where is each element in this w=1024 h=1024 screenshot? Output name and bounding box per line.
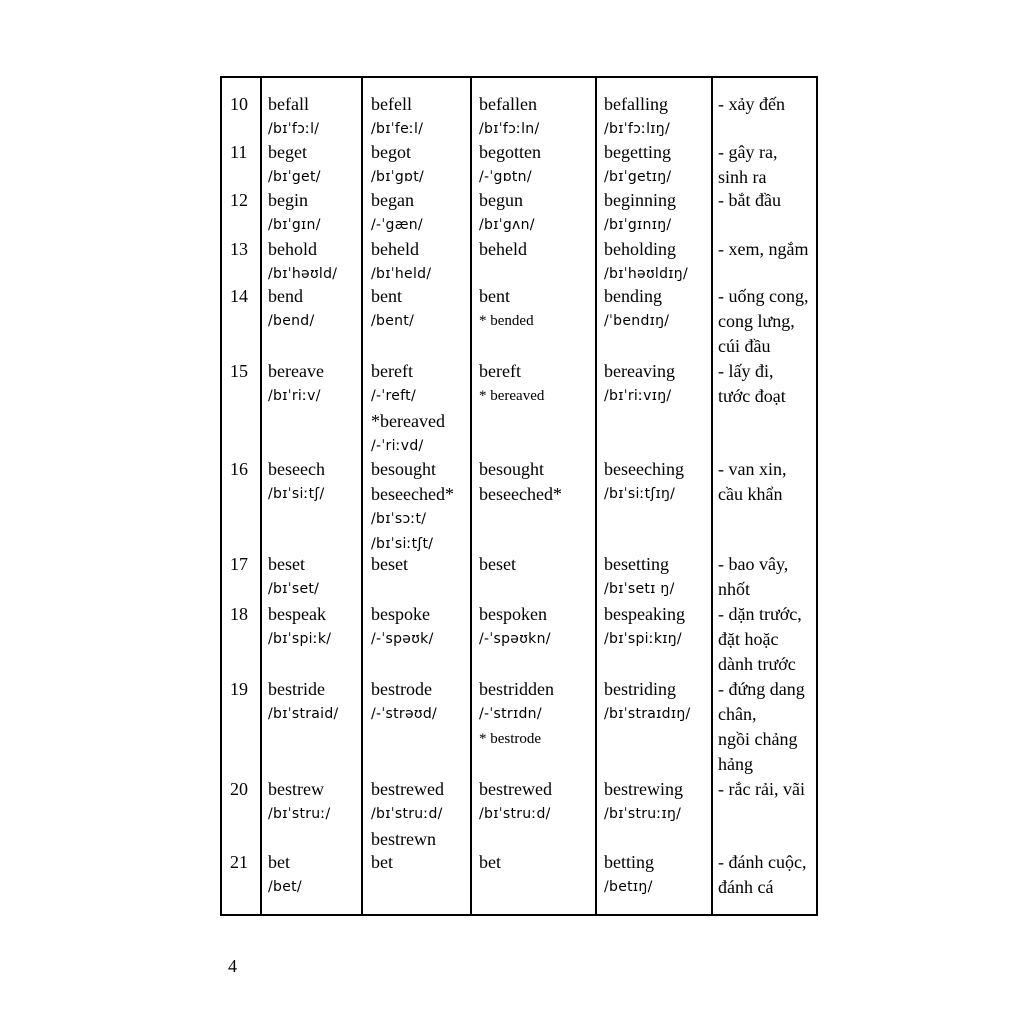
cell-line: * bended — [479, 313, 534, 329]
cell-num — [230, 677, 248, 702]
cell-line: * bestrode — [479, 731, 542, 747]
cell-mean — [718, 552, 788, 602]
cell-line: /bɪˈsiːtʃt/ — [371, 536, 434, 552]
cell-past — [371, 92, 423, 142]
cell-line: /-ˈgɒtn/ — [479, 169, 532, 185]
cell-past — [371, 777, 444, 852]
cell-line: besought — [479, 459, 544, 479]
cell-line: - đứng dang — [718, 679, 805, 699]
cell-mean — [718, 92, 785, 117]
cell-num — [230, 602, 248, 627]
cell-line: đánh cá — [718, 877, 774, 897]
cell-pp — [479, 284, 534, 334]
cell-mean — [718, 777, 805, 802]
cell-line: hảng — [718, 754, 753, 774]
cell-base — [268, 140, 321, 190]
cell-ing — [604, 237, 688, 287]
cell-past — [371, 457, 454, 557]
cell-line: /bɪˈset/ — [268, 581, 320, 597]
cell-line: * bereaved — [479, 388, 545, 404]
cell-line: /-ˈstrɪdn/ — [479, 706, 542, 722]
cell-line: beset — [371, 554, 408, 574]
cell-num — [230, 284, 248, 309]
cell-line: /bɪˈstruːd/ — [371, 806, 443, 822]
cell-line: befallen — [479, 94, 537, 114]
page-number: 4 — [228, 956, 237, 976]
cell-line: bereaving — [604, 361, 675, 381]
cell-pp — [479, 237, 527, 262]
row-number: 18 — [230, 604, 248, 624]
cell-line: /bɪˈfɔːl/ — [268, 121, 320, 137]
cell-line: /bɪˈsiːtʃɪŋ/ — [604, 486, 676, 502]
cell-ing — [604, 188, 676, 238]
cell-ing — [604, 552, 675, 602]
cell-line: /-ˈspəʊk/ — [371, 631, 434, 647]
cell-line: bestrewn — [371, 829, 436, 849]
cell-line: /bɪˈget/ — [268, 169, 321, 185]
cell-num — [230, 237, 248, 262]
row-number: 15 — [230, 361, 248, 381]
cell-line: befalling — [604, 94, 668, 114]
cell-line: bespeaking — [604, 604, 685, 624]
cell-line: bespoken — [479, 604, 547, 624]
cell-pp — [479, 602, 551, 652]
cell-line: beset — [479, 554, 516, 574]
cell-line: /bɪˈspiːkɪŋ/ — [604, 631, 682, 647]
cell-past — [371, 552, 408, 577]
cell-line: /-ˈspəʊkn/ — [479, 631, 551, 647]
cell-past — [371, 359, 445, 459]
cell-line: - gây ra, — [718, 142, 778, 162]
cell-line: /bɪˈstraɪdɪŋ/ — [604, 706, 691, 722]
cell-line: beseeching — [604, 459, 684, 479]
cell-line: bet — [371, 852, 393, 872]
cell-line: /bɪˈhəʊld/ — [268, 266, 338, 282]
cell-line: - bao vây, — [718, 554, 789, 574]
cell-line: bent — [479, 286, 510, 306]
cell-line: began — [371, 190, 414, 210]
cell-line: /bɪˈgetɪŋ/ — [604, 169, 672, 185]
cell-line: /bent/ — [371, 313, 415, 329]
cell-num — [230, 92, 248, 117]
cell-line: /bɪˈhəʊldɪŋ/ — [604, 266, 688, 282]
cell-line: begetting — [604, 142, 671, 162]
cell-line: /bɪˈstruːɪŋ/ — [604, 806, 682, 822]
cell-line: /bɪˈfeːl/ — [371, 121, 424, 137]
cell-line: *bereaved — [371, 411, 445, 431]
cell-mean — [718, 359, 786, 409]
cell-line: bespeak — [268, 604, 326, 624]
cell-past — [371, 850, 393, 875]
row-number: 21 — [230, 852, 248, 872]
cell-line: /bɪˈriːv/ — [268, 388, 321, 404]
cell-line: /bɪˈfɔːlɪŋ/ — [604, 121, 670, 137]
cell-num — [230, 188, 248, 213]
cell-past — [371, 677, 437, 727]
cell-line: beset — [268, 554, 305, 574]
cell-line: /bɪˈfɔːln/ — [479, 121, 540, 137]
row-number: 13 — [230, 239, 248, 259]
cell-ing — [604, 677, 691, 727]
cell-mean — [718, 284, 808, 359]
row-number: 19 — [230, 679, 248, 699]
cell-line: /-ˈgæn/ — [371, 217, 423, 233]
row-number: 10 — [230, 94, 248, 114]
cell-line: beget — [268, 142, 307, 162]
verb-table — [220, 76, 818, 916]
cell-line: bestride — [268, 679, 325, 699]
cell-line: /bɪˈsiːtʃ/ — [268, 486, 325, 502]
cell-pp — [479, 457, 562, 507]
cell-past — [371, 602, 434, 652]
cell-num — [230, 457, 248, 482]
column-divider — [711, 78, 713, 914]
cell-line: bestrewed — [371, 779, 444, 799]
cell-line: bestridden — [479, 679, 554, 699]
cell-line: /bɪˈgʌn/ — [479, 217, 535, 233]
cell-line: bending — [604, 286, 662, 306]
cell-line: cúi đầu — [718, 336, 771, 356]
cell-base — [268, 284, 315, 334]
cell-line: /-ˈriːvd/ — [371, 438, 424, 454]
cell-line: /-ˈreft/ — [371, 388, 416, 404]
cell-line: bereft — [479, 361, 521, 381]
column-divider — [260, 78, 262, 914]
cell-line: nhốt — [718, 579, 751, 599]
cell-line: begun — [479, 190, 523, 210]
cell-ing — [604, 602, 685, 652]
cell-line: /bɪˈgɒt/ — [371, 169, 425, 185]
cell-line: /bɪˈsɔːt/ — [371, 511, 427, 527]
cell-pp — [479, 552, 516, 577]
cell-line: bet — [268, 852, 290, 872]
cell-line: tước đoạt — [718, 386, 786, 406]
cell-line: bereft — [371, 361, 413, 381]
row-number: 11 — [230, 142, 248, 162]
cell-ing — [604, 140, 671, 190]
cell-base — [268, 457, 325, 507]
cell-mean — [718, 850, 806, 900]
cell-line: - bắt đầu — [718, 190, 781, 210]
cell-pp — [479, 140, 541, 190]
cell-pp — [479, 777, 552, 827]
cell-line: /bɪˈsetɪ ŋ/ — [604, 581, 675, 597]
cell-line: begot — [371, 142, 411, 162]
cell-mean — [718, 677, 805, 777]
cell-line: /bɪˈgɪn/ — [268, 217, 321, 233]
cell-line: /bɪˈstruːd/ — [479, 806, 551, 822]
cell-line: /bɪˈgɪnɪŋ/ — [604, 217, 672, 233]
cell-line: sinh ra — [718, 167, 767, 187]
cell-base — [268, 850, 302, 900]
cell-line: chân, — [718, 704, 757, 724]
cell-num — [230, 777, 248, 802]
cell-line: besetting — [604, 554, 669, 574]
cell-line: bet — [479, 852, 501, 872]
cell-line: behold — [268, 239, 317, 259]
cell-past — [371, 188, 423, 238]
cell-num — [230, 552, 248, 577]
cell-base — [268, 188, 321, 238]
cell-num — [230, 140, 247, 165]
cell-line: bereave — [268, 361, 324, 381]
row-number: 17 — [230, 554, 248, 574]
cell-line: dành trước — [718, 654, 796, 674]
cell-pp — [479, 850, 501, 875]
cell-ing — [604, 457, 684, 507]
cell-line: /bet/ — [268, 879, 302, 895]
cell-num — [230, 850, 248, 875]
column-divider — [470, 78, 472, 914]
cell-line: /bɪˈspiːk/ — [268, 631, 332, 647]
cell-ing — [604, 777, 683, 827]
cell-base — [268, 92, 319, 142]
cell-past — [371, 140, 424, 190]
cell-line: đặt hoặc — [718, 629, 779, 649]
cell-num — [230, 359, 248, 384]
cell-line: cong lưng, — [718, 311, 795, 331]
cell-line: /bɪˈriːvɪŋ/ — [604, 388, 672, 404]
cell-mean — [718, 602, 802, 677]
cell-ing — [604, 850, 654, 900]
cell-line: - xảy đến — [718, 94, 785, 114]
cell-line: bestrewing — [604, 779, 683, 799]
cell-line: /bɪˈheld/ — [371, 266, 432, 282]
cell-line: bespoke — [371, 604, 430, 624]
cell-line: bestrode — [371, 679, 432, 699]
cell-line: beseech — [268, 459, 325, 479]
cell-base — [268, 602, 331, 652]
cell-line: - xem, ngắm — [718, 239, 809, 259]
cell-line: beseeched* — [371, 484, 454, 504]
cell-line: bestrewed — [479, 779, 552, 799]
cell-line: ngồi chảng — [718, 729, 798, 749]
cell-base — [268, 552, 319, 602]
column-divider — [595, 78, 597, 914]
cell-base — [268, 677, 339, 727]
cell-base — [268, 777, 331, 827]
cell-line: /betɪŋ/ — [604, 879, 653, 895]
cell-mean — [718, 140, 777, 190]
cell-pp — [479, 188, 535, 238]
cell-line: besought — [371, 459, 436, 479]
cell-line: befall — [268, 94, 309, 114]
cell-line: bestriding — [604, 679, 676, 699]
column-divider — [361, 78, 363, 914]
cell-line: - uống cong, — [718, 286, 809, 306]
cell-ing — [604, 284, 669, 334]
cell-base — [268, 359, 324, 409]
cell-ing — [604, 359, 675, 409]
cell-line: - dặn trước, — [718, 604, 802, 624]
cell-line: - lấy đi, — [718, 361, 774, 381]
cell-line: bend — [268, 286, 303, 306]
row-number: 20 — [230, 779, 248, 799]
cell-line: - van xin, — [718, 459, 787, 479]
cell-line: /bend/ — [268, 313, 315, 329]
cell-line: /ˈbendɪŋ/ — [604, 313, 670, 329]
row-number: 16 — [230, 459, 248, 479]
row-number: 14 — [230, 286, 248, 306]
cell-line: beheld — [479, 239, 527, 259]
cell-ing — [604, 92, 670, 142]
cell-line: - đánh cuộc, — [718, 852, 807, 872]
cell-line: /bɪˈstruː/ — [268, 806, 331, 822]
cell-line: /bɪˈstraid/ — [268, 706, 339, 722]
cell-mean — [718, 457, 786, 507]
cell-mean — [718, 237, 808, 262]
cell-line: bent — [371, 286, 402, 306]
cell-pp — [479, 92, 539, 142]
cell-line: bestrew — [268, 779, 324, 799]
cell-line: begotten — [479, 142, 541, 162]
cell-mean — [718, 188, 781, 213]
cell-line: betting — [604, 852, 654, 872]
cell-pp — [479, 359, 544, 409]
cell-pp — [479, 677, 554, 752]
cell-past — [371, 237, 431, 287]
cell-line: cầu khẩn — [718, 484, 783, 504]
cell-base — [268, 237, 337, 287]
cell-line: begin — [268, 190, 308, 210]
cell-line: beholding — [604, 239, 676, 259]
cell-line: beseeched* — [479, 484, 562, 504]
cell-line: befell — [371, 94, 412, 114]
cell-line: beginning — [604, 190, 676, 210]
row-number: 12 — [230, 190, 248, 210]
cell-line: beheld — [371, 239, 419, 259]
cell-past — [371, 284, 414, 334]
cell-line: - rắc rải, vãi — [718, 779, 805, 799]
cell-line: /-ˈstrəʊd/ — [371, 706, 438, 722]
